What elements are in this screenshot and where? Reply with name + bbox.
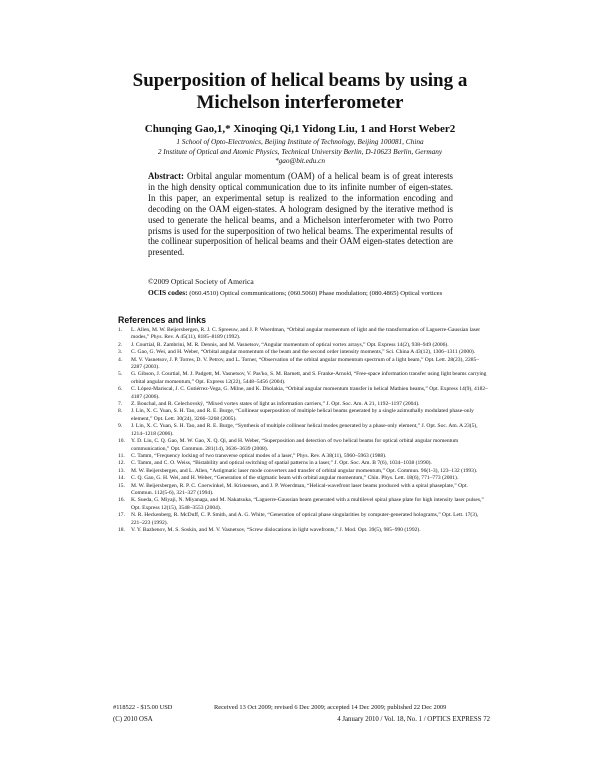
reference-item [118,483,488,498]
reference-number: 12. [118,460,125,467]
reference-item [118,349,488,356]
article-price: #118522 - $15.00 USD [113,704,173,711]
abstract [148,171,453,258]
reference-number: 5. [118,371,123,378]
references-heading: References and links [118,315,207,325]
reference-number: 16. [118,497,125,504]
affiliation-1: 1 School of Opto-Electronics, Beijing Institute of Technology, Beijing 100081, China [176,137,424,146]
corresponding-email[interactable]: *gao@bit.edu.cn [274,156,326,165]
reference-text: M. V. Vasnetsov, J. P. Torres, D. V. Petrov, and L. Torner, “Observation of the orbital angular momentum spectrum of a light beam,” Opt. Lett. 28(23), 2285–2287 (2003). [131,356,480,371]
reference-number: 4. [118,356,123,363]
reference-number: 3. [118,349,123,356]
reference-item [118,527,488,534]
reference-item [118,357,488,372]
affiliations [0,137,600,166]
reference-text: G. Gibson, J. Courtial, M. J. Padgett, M. Vasnetsov, V. Pas'ko, S. M. Barnett, and S. Franke-Arnold, “Free-space information transfer using light beams carrying orbital angular momentum,” Opt. Express 12(22), 5448–5456 (2004). [131,371,487,385]
reference-number: 1. [118,327,123,333]
ocis-label: OCIS codes: [148,288,188,297]
reference-text: M. W. Beijersbergen, R. P. C. Coerwinkel, M. Kristensen, and J. P. Woerdman, “Helical-wavefront laser beams produced with a spiral phaseplate,” Opt. Commun. 112(5-6), 321–327 (1994). [131,482,468,496]
reference-item [118,438,488,453]
reference-text: M. W. Beijersbergen, and L. Allen, “Astigmatic laser mode converters and transfer of orbital angular momentum,” Opt. Commun. 96(1-3), 123–132 (1993). [131,467,478,474]
reference-item [118,497,488,512]
reference-text: K. Sueda, G. Miyaji, N. Miyanaga, and M. Nakatsuka, “Laguerre-Gaussian beam generated with a multilevel spiral phase plate for high intensity laser pulses,” Opt. Express 12(15), 3548–3553 (2004). [131,497,484,511]
abstract-text: Orbital angular momentum (OAM) of a helical beam is of great interests in the high density optical communication due to its infinite number of eigen-states. In this paper, an experimental setup is realized to the information encoding and decoding on the OAM eigen-states. A hologram designed by the iterative method is used to generate the helical beams, and a Michelson interferometer with two Porro prisms is used for the superposition of two helical beams. The experimental results of the collinear superposition of helical beams and their OAM eigen-states detection are presented. [148,171,453,258]
reference-list [118,327,488,534]
reference-text: L. Allen, M. W. Beijersbergen, R. J. C. Spreeuw, and J. P. Woerdman, “Orbital angular momentum of light and the transformation of Laguerre-Gaussian laser modes,” Phys. Rev. A 45(11), 8185–8189 (1992). [131,327,481,341]
reference-number: 7. [118,401,123,408]
reference-number: 14. [118,475,125,482]
reference-text: V. Y. Bazhenov, M. S. Soskin, and M. V. Vasnetsov, “Screw dislocations in light wavefronts,” J. Mod. Opt. 39(5), 985–990 (1992). [131,526,421,533]
reference-text: J. Lin, X. C. Yuan, S. H. Tao, and R. E. Burge, “Synthesis of multiple collinear helical modes generated by a phase-only element,” J. Opt. Soc. Am. A 23(5), 1214–1218 (2006). [131,423,478,437]
reference-item [118,327,488,342]
reference-item [118,468,488,475]
ocis-codes [148,289,453,299]
author-list: Chunqing Gao,1,* Xinoqing Qi,1 Yidong Liu, 1 and Horst Weber2 [144,123,456,135]
reference-number: 6. [118,386,123,393]
affiliation-2: 2 Institute of Optical and Atomic Physics, Technical University Berlin, D-10623 Berlin, Germany [157,146,443,156]
ocis-text: (060.4510) Optical communications; (060.5060) Phase modulation; (080.4865) Optical vortices [189,290,443,297]
publication-history: Received 13 Oct 2009; revised 6 Dec 2009; accepted 14 Dec 2009; published 22 Dec 2009 [214,704,447,711]
copyright-notice: ©2009 Optical Society of America [148,277,254,286]
reference-item [118,475,488,482]
reference-text: C. López-Mariscal, J. C. Gutiérrez-Vega, G. Milne, and K. Dholakia, “Orbital angular momentum transfer in helical Mathieu beams,” Opt. Express 14(9), 4182–4187 (2006). [131,386,488,400]
reference-number: 8. [118,408,123,415]
reference-item [118,460,488,467]
reference-text: N. R. Heckenberg, R. McDuff, C. P. Smith, and A. G. White, “Generation of optical phase singularities by computer-generated holograms,” Opt. Lett. 17(3), 221–223 (1992). [131,512,479,526]
reference-item [118,423,488,438]
reference-number: 2. [118,341,123,348]
reference-text: J. Courtial, R. Zambrini, M. R. Dennis, and M. Vasnetsov, “Angular momentum of optical vortex arrays,” Opt. Express 14(2), 938–949 (2006). [131,341,449,348]
reference-number: 13. [118,467,125,474]
journal-citation: 4 January 2010 / Vol. 18, No. 1 / OPTICS EXPRESS 72 [337,716,490,723]
reference-number: 9. [118,423,123,430]
reference-number: 10. [118,438,125,445]
reference-text: J. Lin, X. C. Yuan, S. H. Tao, and R. E. Burge, “Collinear superposition of multiple helical beams generated by a single azimuthally modulated phase-only element,” Opt. Lett. 30(24), 3266–3268 (2005). [131,408,474,422]
reference-number: 18. [118,526,125,533]
reference-number: 17. [118,512,125,519]
reference-item [118,512,488,527]
osa-copyright: (C) 2010 OSA [113,716,153,723]
reference-text: Y. D. Liu, C. Q. Gao, M. W. Gao, X. Q. Qi, and H. Weber, “Superposition and detection of two helical beams for optical orbital angular momentum communication,” Opt. Commun. 281(14), 3636–3639 (2008). [131,438,459,452]
reference-item [118,371,488,386]
reference-text: C. Gao, G. Wei, and H. Weber, “Orbital angular momentum of the beam and the second order intensity moments,” Sci. China A 43(12), 1306–1311 (2000). [131,349,476,356]
reference-text: Z. Bouchal, and R. Celechovský, “Mixed vortex states of light as information carriers,” J. Opt. Soc. Am. A 21, 1192–1197 (2004). [131,401,420,408]
title-line-2: Michelson interferometer [196,92,404,113]
reference-item [118,408,488,423]
paper-title [0,70,600,114]
reference-number: 11. [118,452,125,459]
reference-text: C. Tamm, and C. O. Weiss, “Bistability and optical switching of spatial patterns in a laser,” J. Opt. Soc. Am. B 7(6), 1034–1038 (1990). [131,460,432,467]
reference-item [118,386,488,401]
abstract-label: Abstract: [148,171,184,181]
reference-text: C. Q. Gao, G. H. Wei, and H. Weber, “Generation of the stigmatic beam with orbital angular momentum,” Chin. Phys. Lett. 18(6), 771–773 (2001). [131,475,459,482]
reference-number: 15. [118,482,125,489]
reference-text: C. Tamm, “Frequency locking of two transverse optical modes of a laser,” Phys. Rev. A 38(11), 5960–5963 (1988). [131,452,387,459]
title-line-1: Superposition of helical beams by using a [132,70,468,91]
